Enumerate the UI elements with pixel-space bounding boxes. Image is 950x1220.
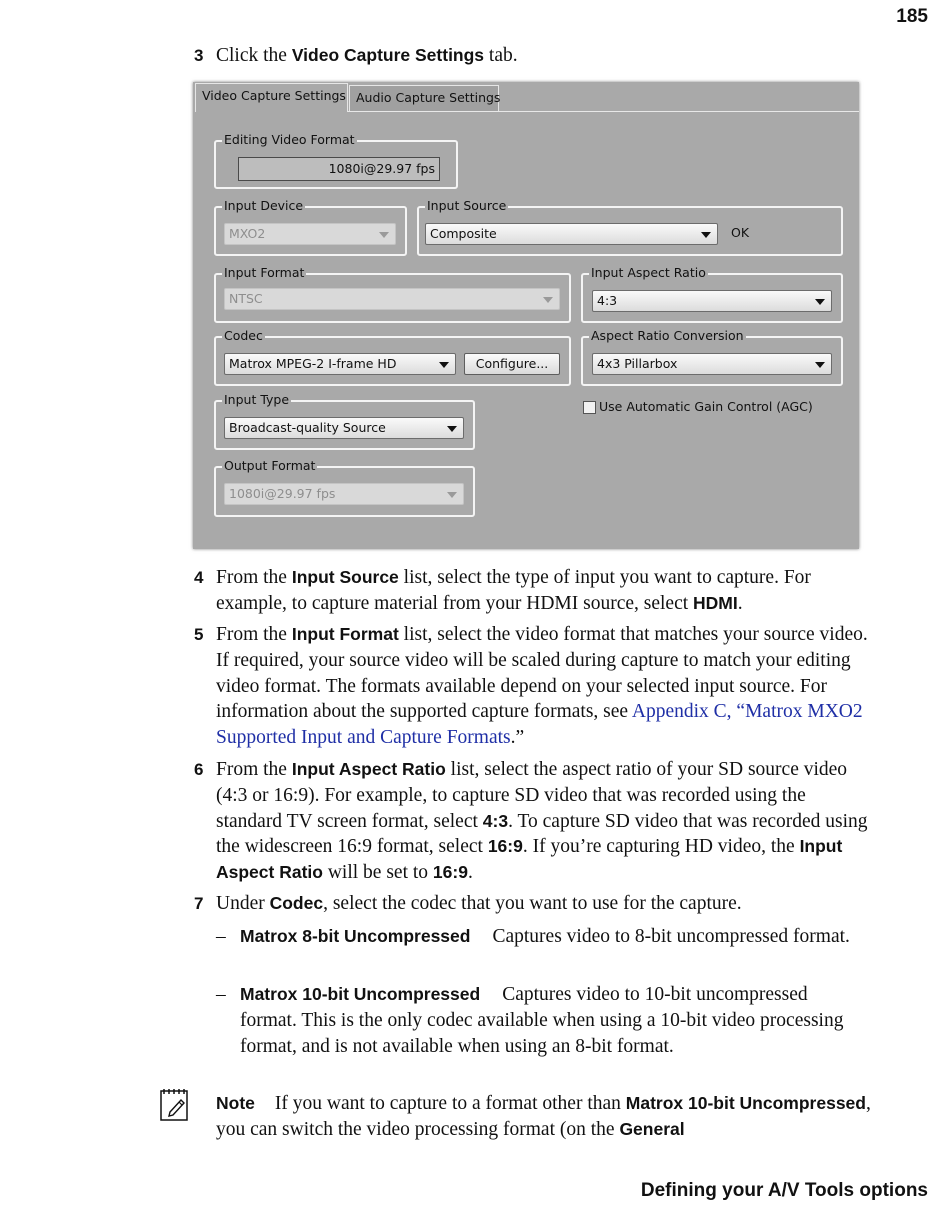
step-4	[194, 565, 874, 617]
step-text: will be set to	[322, 862, 433, 884]
step-7	[194, 891, 874, 917]
note-pencil-icon	[159, 1087, 191, 1123]
step-text: Click the	[216, 45, 292, 66]
tab-video-capture-settings[interactable]: Video Capture Settings	[195, 83, 348, 112]
dropdown-value: 4:3	[597, 293, 618, 308]
step-number: 6	[194, 760, 204, 779]
input-source-status: OK	[731, 225, 750, 240]
chevron-down-icon	[439, 362, 449, 368]
step-text: .”	[510, 727, 525, 749]
step-number: 7	[194, 894, 204, 913]
tab-divider	[348, 111, 859, 112]
group-label: Editing Video Format	[224, 132, 355, 147]
agc-checkbox[interactable]	[583, 401, 596, 414]
step-number: 5	[194, 625, 204, 644]
group-label: Aspect Ratio Conversion	[591, 328, 744, 343]
group-label: Output Format	[224, 458, 316, 473]
chevron-down-icon	[815, 362, 825, 368]
group-label: Input Format	[224, 265, 305, 280]
configure-button[interactable]: Configure...	[464, 353, 560, 375]
dropdown-value: Matrox MPEG-2 I-frame HD	[229, 356, 397, 371]
step-5	[194, 622, 874, 751]
dropdown-value: MXO2	[229, 226, 266, 241]
input-source-dropdown[interactable]	[425, 223, 718, 245]
aspect-ratio-conversion-group	[581, 328, 843, 386]
codec-name: Matrox 10-bit Uncompressed	[240, 984, 481, 1004]
editing-video-format-field: 1080i@29.97 fps	[238, 157, 440, 181]
page-footer: Defining your A/V Tools options	[640, 1180, 928, 1201]
codec-name: Matrox 8-bit Uncompressed	[240, 926, 471, 946]
step-bold-text: 16:9	[432, 862, 468, 883]
chevron-down-icon	[447, 426, 457, 432]
input-device-dropdown[interactable]	[224, 223, 396, 245]
step-text: . If you’re capturing HD video, the	[522, 836, 800, 858]
editing-video-format-group	[214, 132, 458, 189]
codec-description: Captures video to 8-bit uncompressed format.	[492, 926, 850, 947]
step-text: list, select the aspect ratio of your SD source video (4:3 or 16:9). For example, to capture SD video that was recorded using the standard TV screen format, select	[216, 759, 848, 832]
input-type-group	[214, 392, 475, 450]
step-bold-text: Input Source	[291, 567, 399, 587]
tab-audio-capture-settings[interactable]: Audio Capture Settings	[349, 85, 499, 111]
codec-group	[214, 328, 571, 386]
step-text: .	[737, 592, 743, 614]
dropdown-value: Broadcast-quality Source	[229, 420, 386, 435]
step-bold-text: HDMI	[693, 592, 738, 613]
step-text: . To capture SD video that was recorded using the widescreen 16:9 format, select	[216, 810, 868, 858]
codec-description: Captures video to 10-bit uncompressed format. This is the only codec available when using a 10-bit video processing format, and is not available when using an 8-bit format.	[240, 984, 844, 1057]
step-text: tab.	[484, 45, 518, 66]
chevron-down-icon	[379, 232, 389, 238]
step-bold-text: Codec	[269, 893, 324, 913]
input-source-group	[417, 198, 843, 256]
step-number: 3	[194, 46, 204, 65]
step-bold-text: 4:3	[482, 810, 509, 831]
input-format-group	[214, 265, 571, 323]
input-aspect-ratio-group	[581, 265, 843, 323]
step-text: , select the codec that you want to use for the capture.	[323, 893, 742, 914]
step-text: Under	[216, 893, 270, 914]
note-text: If you want to capture to a format other than	[274, 1093, 626, 1114]
dropdown-value: 4x3 Pillarbox	[597, 356, 678, 371]
step-bold-text: 16:9	[487, 836, 523, 857]
step-text: .	[467, 862, 473, 884]
note	[194, 1091, 874, 1143]
group-label: Input Aspect Ratio	[591, 265, 706, 280]
dropdown-value: Composite	[430, 226, 497, 241]
appendix-c-link[interactable]: Appendix C, “Matrox MXO2 Supported Input and Capture Formats	[216, 701, 863, 749]
output-format-group	[214, 458, 475, 517]
chevron-down-icon	[701, 232, 711, 238]
step-bold-text: Video Capture Settings	[291, 45, 485, 65]
step-text: list, select the video format that matches your source video. If required, your source video will be scaled during capture to match your editing video format. The formats available depend on your selected input source. For information about the supported capture formats, see	[216, 624, 868, 723]
input-format-dropdown[interactable]	[224, 288, 560, 310]
step-bold-text: Input Format	[291, 624, 399, 644]
codec-dropdown[interactable]	[224, 353, 456, 375]
step-text: From the	[216, 624, 292, 645]
step-text: list, select the type of input you want to capture. For example, to capture material from your HDMI source, select	[216, 567, 811, 614]
codec-item-10bit	[216, 982, 866, 1059]
input-type-dropdown[interactable]	[224, 417, 464, 439]
list-dash: –	[216, 984, 226, 1005]
group-label: Codec	[224, 328, 263, 343]
note-label: Note	[216, 1093, 255, 1113]
chevron-down-icon	[447, 492, 457, 498]
step-text: From the	[216, 759, 292, 780]
tab-bar	[193, 82, 859, 112]
page-number: 185	[896, 6, 928, 27]
group-label: Input Type	[224, 392, 290, 407]
dropdown-value: NTSC	[229, 291, 263, 306]
chevron-down-icon	[815, 299, 825, 305]
dropdown-value: 1080i@29.97 fps	[229, 486, 336, 501]
step-number: 4	[194, 568, 204, 587]
agc-label: Use Automatic Gain Control (AGC)	[599, 399, 813, 414]
output-format-dropdown[interactable]	[224, 483, 464, 505]
step-6	[194, 757, 874, 886]
note-text: , you can switch the video processing format (on the	[216, 1093, 871, 1140]
step-bold-text: Input Aspect Ratio	[291, 759, 446, 779]
input-aspect-ratio-dropdown[interactable]	[592, 290, 832, 312]
note-bold-text: General	[619, 1118, 685, 1139]
step-text: From the	[216, 567, 292, 588]
input-device-group	[214, 198, 407, 256]
video-capture-settings-dialog	[193, 82, 859, 549]
aspect-ratio-conversion-dropdown[interactable]	[592, 353, 832, 375]
chevron-down-icon	[543, 297, 553, 303]
step-3	[194, 43, 874, 69]
group-label: Input Source	[427, 198, 507, 213]
codec-item-8bit	[216, 924, 866, 950]
list-dash: –	[216, 926, 226, 947]
group-label: Input Device	[224, 198, 304, 213]
note-bold-text: Matrox 10-bit Uncompressed	[625, 1093, 866, 1113]
step-bold-text: Input Aspect Ratio	[216, 836, 843, 883]
